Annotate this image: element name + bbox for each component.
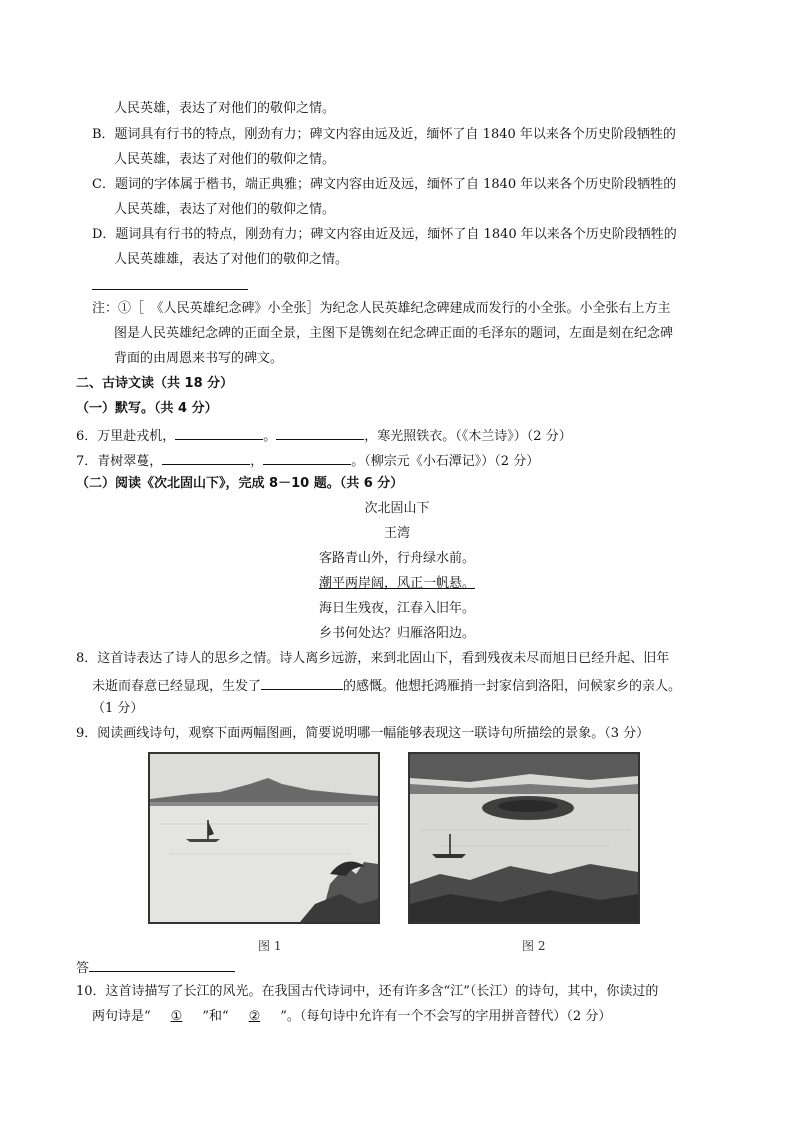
q6-prefix: 6．万里赴戎机， <box>76 429 176 444</box>
q10-line2-start: 两句诗是“ <box>92 1009 151 1024</box>
q7-suffix: 。（柳宗元《小石潭记》）（2 分） <box>351 454 540 469</box>
q9-answer-blank[interactable] <box>89 957 235 972</box>
q7-blank-1[interactable] <box>162 450 250 465</box>
q10-line1: 10．这首诗描写了长江的风光。在我国古代诗词中，还有许多含“江”（长江）的诗句，其中，你读过的 <box>76 984 659 999</box>
footnote-rule <box>92 289 248 290</box>
q7-blank-2[interactable] <box>263 450 351 465</box>
option-d-line1: D．题词具有行书的特点，刚劲有力；碑文内容由近及远，缅怀了自 1840 年以来各个历史阶段牺牲的 <box>92 227 677 242</box>
poem-title: 次北固山下 <box>364 501 430 516</box>
option-b-line2: 人民英雄，表达了对他们的敬仰之情。 <box>114 152 336 167</box>
note-line1: 注：①［ 《人民英雄纪念碑》小全张］为纪念人民英雄纪念碑建成而发行的小全张。小全张右上方主 <box>92 301 671 316</box>
note-line2: 图是人民英雄纪念碑的正面全景，主图下是镌刻在纪念碑正面的毛泽东的题词，左面是刻在纪念碑 <box>114 326 674 341</box>
part1-title: （一）默写。（共 4 分） <box>76 401 218 416</box>
q8-line1: 8．这首诗表达了诗人的思乡之情。诗人离乡远游，来到北固山下，看到残夜未尽而旭日已经升起、旧年 <box>76 651 670 666</box>
q8-blank[interactable] <box>261 675 343 690</box>
part2-title: （二）阅读《次北固山下》，完成 8－10 题。（共 6 分） <box>76 476 404 491</box>
q6-blank-2[interactable] <box>276 425 364 440</box>
q10-line2 <box>92 1008 611 1026</box>
q10-line2-mid: ”和“ <box>202 1009 229 1024</box>
section2-title: 二、古诗文读（共 18 分） <box>76 376 234 391</box>
q8-line2-end: 的感慨。他想托鸿雁捎一封家信到洛阳，问候家乡的亲人。 <box>343 679 682 694</box>
figure-2-image <box>408 752 640 924</box>
question-7 <box>76 450 539 471</box>
q9-text: 9．阅读画线诗句，观察下面两幅图画，简要说明哪一幅能够表现这一联诗句所描绘的景象。（3 分） <box>76 726 650 741</box>
option-c-line2: 人民英雄，表达了对他们的敬仰之情。 <box>114 202 336 217</box>
q10-blank-2[interactable]: ② <box>248 1009 261 1024</box>
q7-prefix: 7．青树翠蔓， <box>76 454 163 469</box>
q9-answer-label: 答 <box>76 961 90 976</box>
question-6 <box>76 425 572 446</box>
poem-line-3: 海日生残夜，江春入旧年。 <box>318 601 475 616</box>
q8-score: （1 分） <box>92 701 144 716</box>
figure-1-caption: 图 1 <box>258 939 282 953</box>
note-line3: 背面的由周恩来书写的碑文。 <box>114 351 284 366</box>
option-a-continuation: 人民英雄，表达了对他们的敬仰之情。 <box>114 101 336 116</box>
figure-1-image <box>148 752 380 924</box>
q6-suffix: ，寒光照铁衣。（《木兰诗》）（2 分） <box>364 429 572 444</box>
poem-author: 王湾 <box>383 526 410 541</box>
q7-mid: ， <box>250 454 264 469</box>
q10-blank-1[interactable]: ① <box>170 1009 183 1024</box>
q8-line2-start: 未逝而春意已经显现，生发了 <box>92 679 262 694</box>
option-c-line1: C．题词的字体属于楷书，端正典雅；碑文内容由近及远，缅怀了自 1840 年以来各个历史阶段牺牲的 <box>92 177 677 192</box>
q9-answer <box>76 957 235 978</box>
figure-2-caption: 图 2 <box>522 939 546 953</box>
q6-mid: 。 <box>263 429 277 444</box>
q6-blank-1[interactable] <box>175 425 263 440</box>
option-d-line2: 人民英雄雄，表达了对他们的敬仰之情。 <box>114 252 349 267</box>
poem-line-4: 乡书何处达？归雁洛阳边。 <box>318 626 475 641</box>
poem-line-2-underlined: 潮平两岸阔，风正一帆悬。 <box>318 576 475 591</box>
option-b-line1: B．题词具有行书的特点，刚劲有力；碑文内容由远及近，缅怀了自 1840 年以来各个历史阶段牺牲的 <box>92 127 676 142</box>
poem-line-2 <box>0 575 794 593</box>
poem-line-1: 客路青山外，行舟绿水前。 <box>318 551 475 566</box>
q10-line2-end: ”。（每句诗中允许有一个不会写的字用拼音替代）（2 分） <box>280 1009 612 1024</box>
q8-line2 <box>92 675 681 696</box>
